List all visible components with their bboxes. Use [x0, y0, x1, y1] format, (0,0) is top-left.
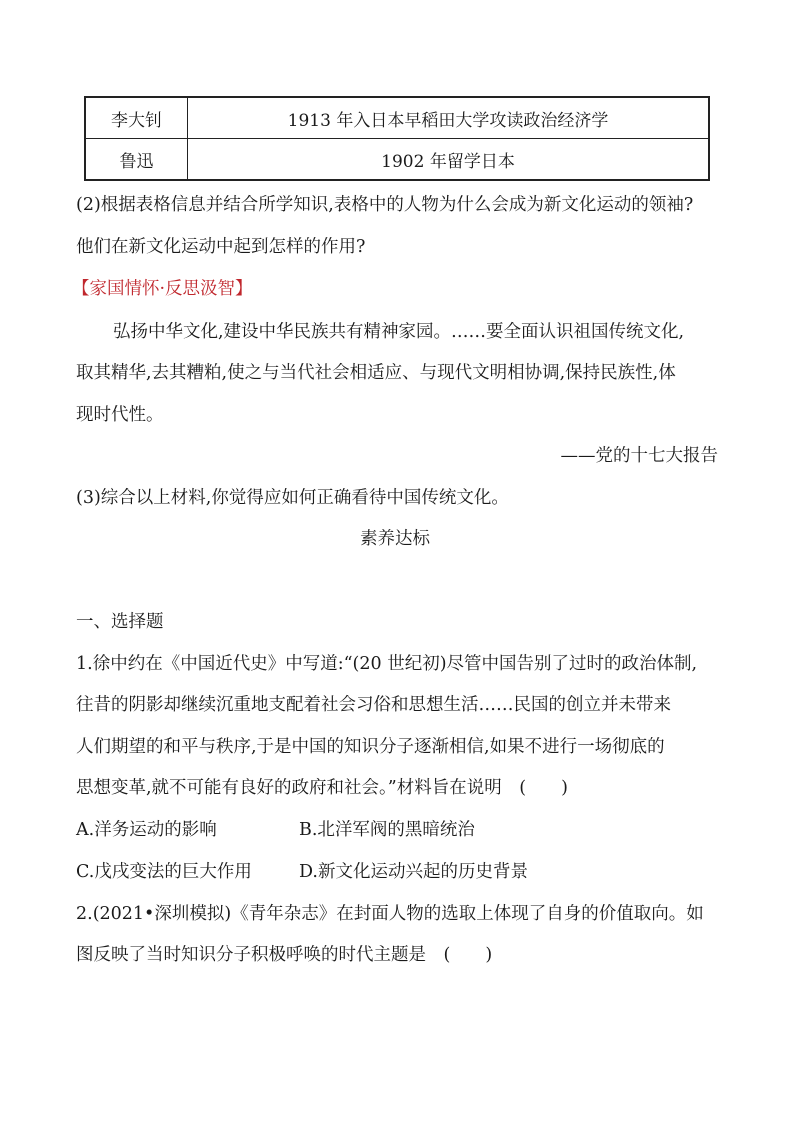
table-row: [85, 97, 709, 139]
mc1-option-d: D.新文化运动兴起的历史背景: [299, 862, 528, 882]
mc1-line4: 思想变革,就不可能有良好的政府和社会。”材料旨在说明 ( ): [76, 778, 568, 798]
q3-text: (3)综合以上材料,你觉得应如何正确看待中国传统文化。: [76, 488, 509, 508]
table-cell-info: 1913 年入日本早稻田大学攻读政治经济学: [188, 97, 710, 139]
mc1-line1: 1.徐中约在《中国近代史》中写道:“(20 世纪初)尽管中国告别了过时的政治体制,: [76, 654, 698, 674]
mc2-line2: 图反映了当时知识分子积极呼唤的时代主题是 ( ): [76, 945, 493, 965]
mc1-line2: 往昔的阴影却继续沉重地支配着社会习俗和思想生活……民国的创立并未带来: [76, 695, 671, 715]
section-heading: 【家国情怀·反思汲智】: [72, 279, 253, 299]
table-cell-name: 鲁迅: [85, 139, 188, 181]
quote-line3: 现时代性。: [76, 405, 164, 425]
mc1-line3: 人们期望的和平与秩序,于是中国的知识分子逐渐相信,如果不进行一场彻底的: [76, 737, 665, 757]
part-heading: 一、选择题: [76, 612, 164, 632]
q2-line2: 他们在新文化运动中起到怎样的作用?: [76, 237, 366, 257]
quote-source: ——党的十七大报告: [560, 446, 718, 466]
table-cell-info: 1902 年留学日本: [188, 139, 710, 181]
mc2-line1: 2.(2021•深圳模拟)《青年杂志》在封面人物的选取上体现了自身的价值取向。如: [76, 904, 704, 924]
q2-line1: (2)根据表格信息并结合所学知识,表格中的人物为什么会成为新文化运动的领袖?: [76, 195, 694, 215]
table-cell-name: 李大钊: [85, 97, 188, 139]
info-table: [84, 96, 710, 181]
mc1-option-c: C.戊戌变法的巨大作用: [76, 862, 252, 882]
mc1-option-b: B.北洋军阀的黑暗统治: [299, 820, 475, 840]
center-title: 素养达标: [360, 529, 430, 549]
table-row: [85, 139, 709, 181]
quote-line2: 取其精华,去其糟粕,使之与当代社会相适应、与现代文明相协调,保持民族性,体: [76, 363, 676, 383]
quote-line1: 弘扬中华文化,建设中华民族共有精神家园。……要全面认识祖国传统文化,: [113, 322, 685, 342]
mc1-option-a: A.洋务运动的影响: [76, 820, 217, 840]
